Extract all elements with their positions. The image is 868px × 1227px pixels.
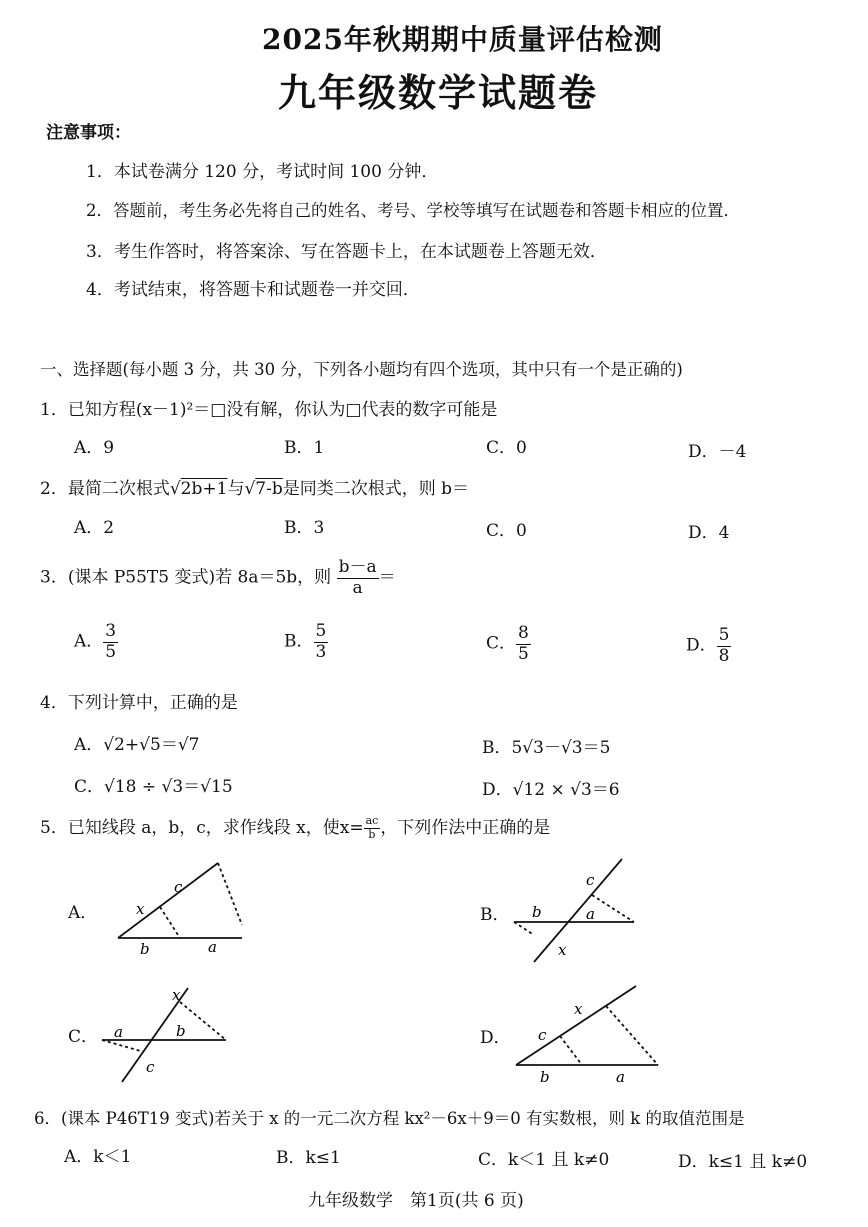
label-c: c <box>538 1026 547 1044</box>
q2-mid: 与 <box>227 479 245 499</box>
q3-fraction <box>337 558 379 598</box>
label-x: x <box>172 986 181 1004</box>
question-6-stem: 6．(课本 P46T19 变式)若关于 x 的一元二次方程 kx²－6x＋9＝0 有实数根，则 k 的取值范围是 <box>34 1109 745 1128</box>
q3-a-den: 5 <box>105 641 117 662</box>
q2-option-d: D．4 <box>688 523 730 543</box>
label-c: c <box>146 1058 155 1076</box>
q2-option-c: C．0 <box>486 521 527 541</box>
label-b: b <box>140 940 150 958</box>
q5-option-d-letter: D． <box>480 1028 511 1048</box>
q5-option-a-letter: A． <box>68 903 98 923</box>
question-5-stem <box>40 813 550 842</box>
q3-d-frac <box>717 626 732 666</box>
label-c: c <box>586 871 595 889</box>
notice-item-3: 3．考生作答时，将答案涂、写在答题卡上，在本试题卷上答题无效． <box>86 242 607 262</box>
radical-1: √2b+1 <box>169 479 228 499</box>
q3-frac-den: a <box>352 577 363 598</box>
q3-option-b <box>284 622 328 662</box>
q4-option-c: C．√18 ÷ √3＝√15 <box>74 777 233 797</box>
q3-c-frac <box>516 624 531 664</box>
q3-c-den: 5 <box>518 643 529 664</box>
q5-option-c-letter: C． <box>68 1027 99 1047</box>
q3-b-num: 5 <box>315 621 327 641</box>
q5-figure-c <box>98 982 233 1087</box>
q5-stem-a: 5．已知线段 a，b，c，求作线段 x，使x= <box>40 818 364 838</box>
label-a: a <box>208 938 217 956</box>
q6-option-b: B．k≤1 <box>276 1148 341 1168</box>
notice-heading: 注意事项： <box>46 123 131 143</box>
section-heading: 一、选择题(每小题 3 分，共 30 分，下列各小题均有四个选项，其中只有一个是正确的) <box>40 360 683 379</box>
q5-option-b-letter: B． <box>480 905 510 925</box>
radicand-1: 2b+1 <box>180 479 228 499</box>
q5-stem-b: ，下列作法中正确的是 <box>380 818 551 838</box>
q6-option-c: C．k＜1 且 k≠0 <box>478 1150 610 1170</box>
question-3-stem <box>40 558 396 598</box>
q3-c-num: 8 <box>518 623 529 643</box>
q3-a-frac <box>103 622 118 662</box>
q5-figure-b <box>510 855 640 970</box>
q3-d-den: 8 <box>718 645 730 666</box>
radicand-2: 7-b <box>255 479 283 499</box>
label-x: x <box>558 941 567 959</box>
q6-option-a: A．k＜1 <box>64 1147 132 1167</box>
q3-b-letter: B． <box>284 631 314 652</box>
q3-eq: ＝ <box>378 567 396 588</box>
q3-b-den: 3 <box>315 641 327 662</box>
label-x: x <box>574 1000 583 1018</box>
q4-option-d: D．√12 × √3＝6 <box>482 780 620 800</box>
question-4-stem: 4．下列计算中，正确的是 <box>40 693 238 713</box>
q1-option-c: C．0 <box>486 438 527 458</box>
q1-option-a: A．9 <box>74 438 115 458</box>
q2-stem-b: 是同类二次根式，则 b＝ <box>282 479 470 499</box>
q3-option-d <box>686 626 731 666</box>
q3-frac-num: b－a <box>338 557 377 577</box>
label-b: b <box>532 903 542 921</box>
q3-a-letter: A． <box>74 631 104 652</box>
exam-title: 2025年秋期期中质量评估检测 <box>262 23 663 56</box>
q3-b-frac <box>314 622 329 662</box>
question-1-stem: 1．已知方程(x－1)²＝□没有解，你认为□代表的数字可能是 <box>40 400 498 420</box>
q1-option-b: B．1 <box>284 438 325 458</box>
q3-d-letter: D． <box>686 635 717 656</box>
label-a: a <box>114 1023 123 1041</box>
label-a: a <box>586 905 595 923</box>
radical-2: √7-b <box>244 479 283 499</box>
q1-option-d: D．－4 <box>688 442 747 462</box>
q3-stem: 3．(课本 P55T5 变式)若 8a＝5b，则 <box>40 567 332 588</box>
q5-frac-num: ac <box>365 814 379 828</box>
label-a: a <box>616 1068 625 1086</box>
q3-c-letter: C． <box>486 633 517 654</box>
label-b: b <box>176 1022 186 1040</box>
q5-figure-a <box>110 860 250 960</box>
label-x: x <box>136 900 145 918</box>
paper-title: 九年级数学试题卷 <box>278 70 599 115</box>
q3-option-c <box>486 624 531 664</box>
notice-item-1: 1．本试卷满分 120 分，考试时间 100 分钟． <box>86 162 439 182</box>
q6-option-d: D．k≤1 且 k≠0 <box>678 1152 808 1172</box>
q5-fraction <box>364 815 381 841</box>
q5-figure-d <box>510 980 665 1090</box>
q3-a-num: 3 <box>105 621 117 641</box>
notice-item-2: 2．答题前，考生务必先将自己的姓名、考号、学校等填写在试题卷和答题卡相应的位置． <box>86 201 740 220</box>
q3-option-a <box>74 622 118 662</box>
label-c: c <box>174 878 183 896</box>
q3-d-num: 5 <box>718 625 730 645</box>
q2-option-a: A．2 <box>74 518 115 538</box>
q5-frac-den: b <box>368 828 376 841</box>
q2-stem-a: 2．最简二次根式 <box>40 479 170 499</box>
notice-item-4: 4．考试结束，将答题卡和试题卷一并交回． <box>86 280 420 300</box>
label-b: b <box>540 1068 550 1086</box>
question-2-stem <box>40 474 469 499</box>
q2-option-b: B．3 <box>284 518 325 538</box>
q4-option-a: A．√2+√5＝√7 <box>74 735 200 755</box>
q4-option-b: B．5√3－√3＝5 <box>482 738 611 758</box>
page-footer: 九年级数学 第1页(共 6 页) <box>308 1191 524 1211</box>
